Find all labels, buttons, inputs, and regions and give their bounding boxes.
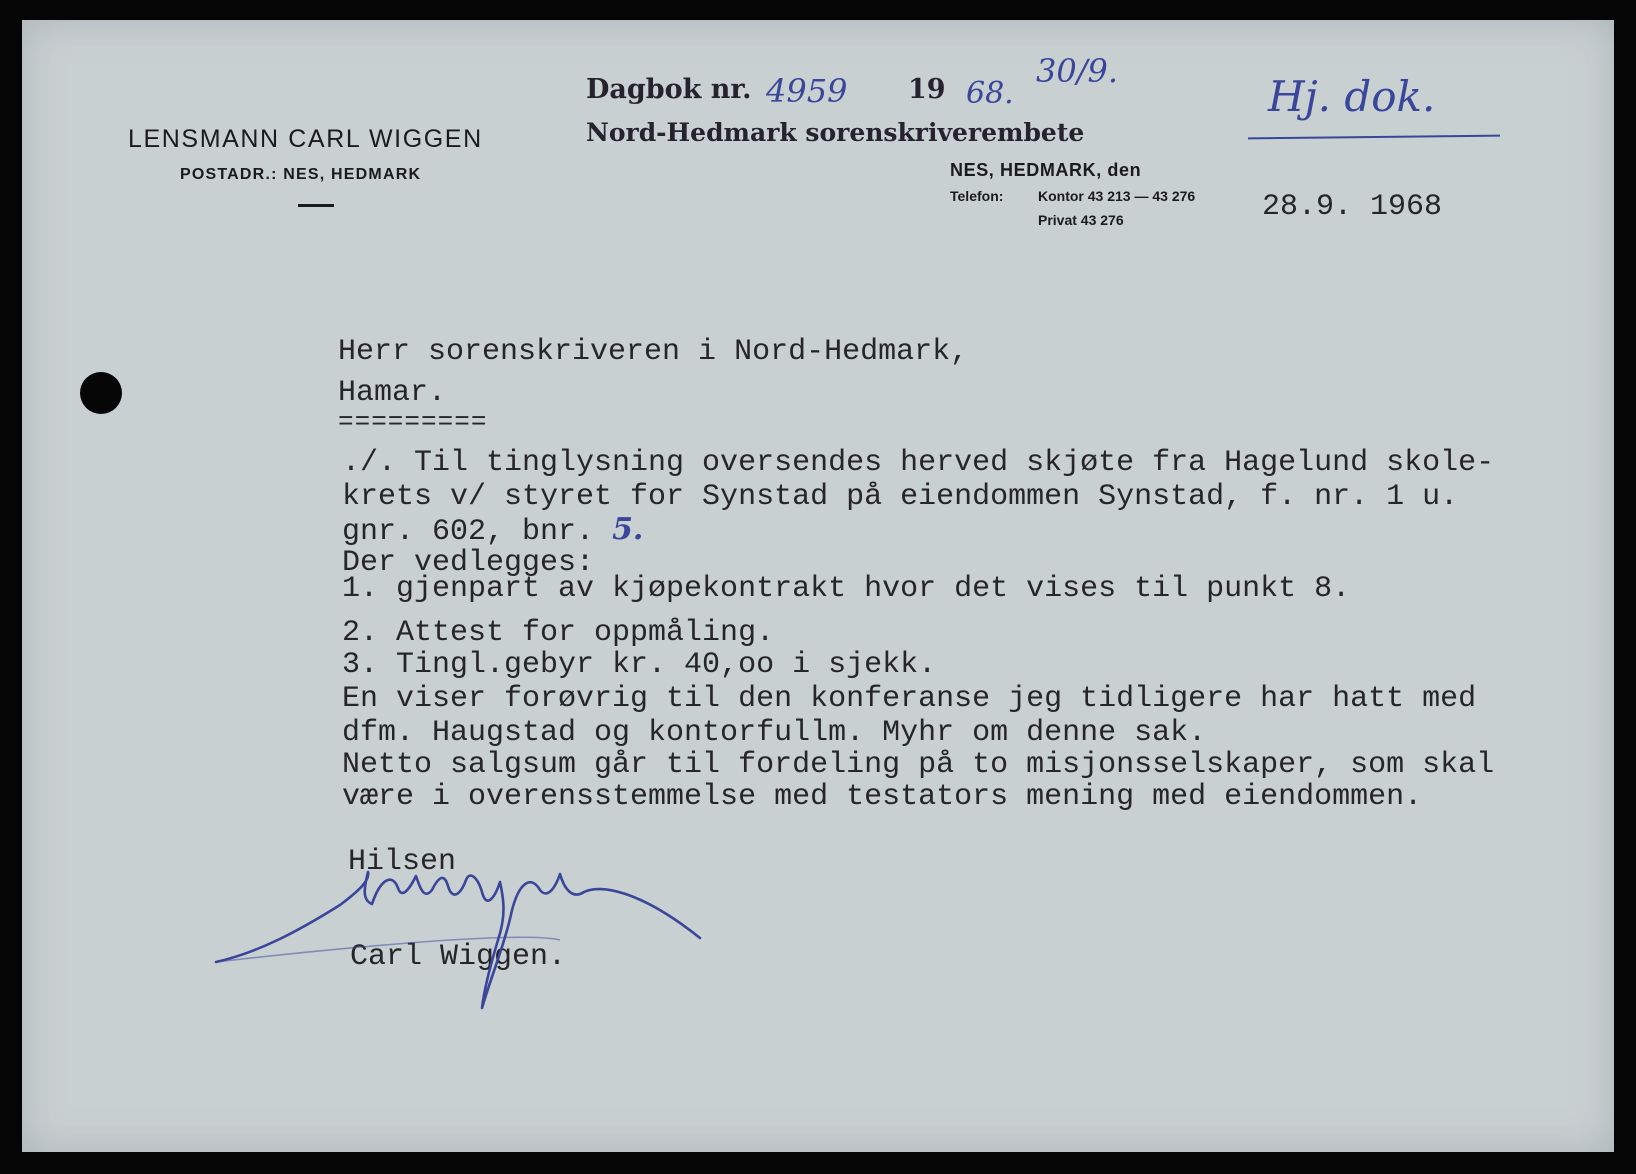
- hand-year-suffix: 68.: [966, 76, 1014, 111]
- body-line-3-prefix: gnr. 602, bnr.: [342, 515, 595, 549]
- hand-dagbok-number: 4959: [766, 72, 848, 110]
- phone-label: Telefon:: [950, 188, 1004, 204]
- place-line: NES, HEDMARK, den: [950, 160, 1142, 180]
- body-line-1: ./. Til tinglysning oversendes herved skjøte fra Hagelund skole-: [342, 446, 1495, 480]
- typed-name: Carl Wiggen.: [350, 940, 567, 974]
- phone-private: Privat 43 276: [1038, 212, 1124, 228]
- phone-office: Kontor 43 213 — 43 276: [1038, 188, 1196, 204]
- attachment-item-2: 2. Attest for oppmåling.: [342, 616, 775, 650]
- recipient: Herr sorenskriveren i Nord-Hedmark,: [338, 335, 969, 369]
- hand-date: 30/9.: [1036, 52, 1119, 90]
- typed-date: 28.9. 1968: [1262, 190, 1443, 224]
- body-line-4: Der vedlegges:: [342, 546, 595, 580]
- body-para2-line-1: En viser forøvrig til den konferanse jeg tidligere har hatt med: [342, 682, 1477, 716]
- hand-note: Hj. dok.: [1268, 72, 1436, 121]
- recipient-city: Hamar.: [338, 376, 447, 410]
- closing-greeting: Hilsen: [348, 845, 457, 879]
- body-line-2: krets v/ styret for Synstad på eiendommen Synstad, f. nr. 1 u.: [342, 480, 1459, 514]
- body-para2-line-4: være i overensstemmelse med testators mening med eiendommen.: [342, 780, 1423, 814]
- body-para2-line-2: dfm. Haugstad og kontorfullm. Myhr om denne sak.: [342, 716, 1207, 750]
- stamp-dagbok-label: Dagbok nr.: [586, 74, 752, 105]
- stamp-year-prefix: 19: [908, 74, 946, 105]
- address-rule: =========: [338, 407, 488, 437]
- hand-bnr-number: 5.: [612, 512, 644, 547]
- body-para2-line-3: Netto salgsum går til fordeling på to misjonsselskaper, som skal: [342, 748, 1495, 782]
- attachment-item-1: 1. gjenpart av kjøpekontrakt hvor det vises til punkt 8.: [342, 572, 1351, 606]
- attachment-item-3: 3. Tingl.gebyr kr. 40,oo i sjekk.: [342, 648, 937, 682]
- stamp-office: Nord-Hedmark sorenskriverembete: [586, 118, 1085, 147]
- sender-address: POSTADR.: NES, HEDMARK: [180, 166, 422, 183]
- sender-name: LENSMANN CARL WIGGEN: [128, 125, 483, 153]
